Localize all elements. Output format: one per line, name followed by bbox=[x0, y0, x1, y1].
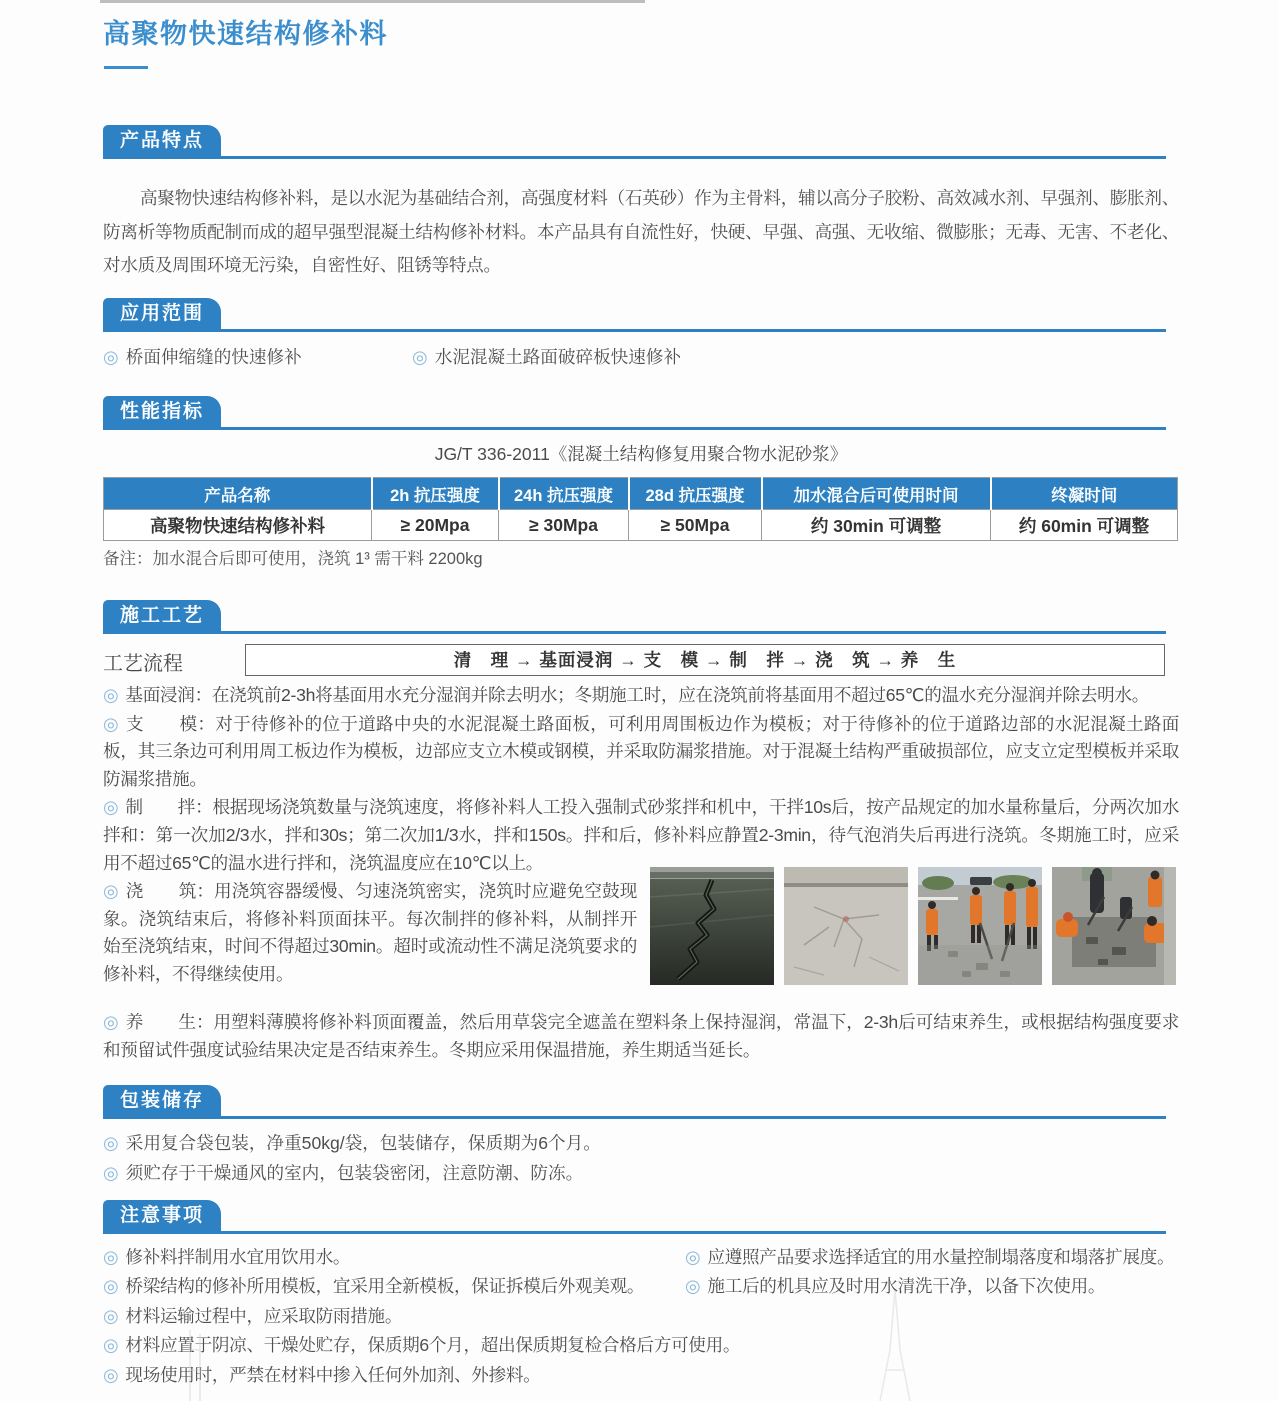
section-heading-packaging: 包装储存 bbox=[120, 1090, 205, 1111]
application-item-label: 桥面伸缩缝的快速修补 bbox=[125, 347, 302, 367]
packaging-item-text: 采用复合袋包装，净重50kg/袋，包装储存，保质期为6个月。 bbox=[125, 1133, 601, 1153]
column-header: 产品名称 bbox=[104, 478, 372, 510]
process-step bbox=[103, 711, 1179, 794]
title-underline bbox=[104, 66, 148, 69]
watermark-sketch bbox=[860, 1290, 930, 1401]
packaging-items bbox=[103, 1128, 601, 1188]
section-header-features bbox=[103, 125, 1166, 159]
table-cell: 高聚物快速结构修补料 bbox=[104, 510, 372, 541]
ring-bullet-icon: ◎ bbox=[103, 797, 119, 818]
ring-bullet-icon: ◎ bbox=[685, 1247, 701, 1267]
ring-bullet-icon: ◎ bbox=[103, 1305, 119, 1326]
table-row bbox=[104, 510, 1178, 541]
section-header-process bbox=[103, 600, 1166, 634]
section-heading-process: 施工工艺 bbox=[120, 605, 205, 626]
section-header-application bbox=[103, 298, 1166, 332]
ring-bullet-icon: ◎ bbox=[103, 1276, 119, 1297]
section-heading-performance: 性能指标 bbox=[120, 401, 205, 422]
column-header: 终凝时间 bbox=[991, 478, 1178, 510]
note-item-text: 桥梁结构的修补所用模板，宜采用全新模板，保证拆模后外观美观。 bbox=[125, 1276, 645, 1297]
ring-bullet-icon: ◎ bbox=[103, 713, 119, 734]
application-item-label: 水泥混凝土路面破碎板快速修补 bbox=[434, 347, 682, 367]
process-flow-text: 清 理 → 基面浸润 → 支 模 → 制 拌 → 浇 筑 → 养 生 bbox=[453, 650, 957, 670]
section-tab-packaging bbox=[103, 1085, 221, 1116]
section-tab-performance bbox=[103, 396, 221, 427]
watermark-sketch bbox=[170, 1330, 230, 1401]
note-item-text: 现场使用时，严禁在材料中掺入任何外加剂、外掺料。 bbox=[125, 1364, 541, 1385]
note-item-text: 材料应置于阴凉、干燥处贮存，保质期6个月，超出保质期复检合格后方可使用。 bbox=[125, 1335, 741, 1356]
section-header-performance bbox=[103, 396, 1166, 430]
workers-breaking-pavement-photo bbox=[918, 867, 1042, 985]
page-title: 高聚物快速结构修补料 bbox=[103, 19, 388, 49]
section-tab-features bbox=[103, 125, 221, 156]
process-flow-label: 工艺流程 bbox=[103, 653, 183, 675]
ring-bullet-icon: ◎ bbox=[103, 1163, 119, 1183]
ring-bullet-icon: ◎ bbox=[103, 347, 119, 367]
column-header: 加水混合后可使用时间 bbox=[762, 478, 991, 510]
note-item-text: 应遵照产品要求选择适宜的用水量控制塌落度和塌落扩展度。 bbox=[707, 1247, 1175, 1267]
dark-cracked-pavement-photo bbox=[650, 867, 774, 985]
performance-table bbox=[103, 477, 1178, 541]
notes-right-column bbox=[685, 1243, 1180, 1302]
section-tab-notes bbox=[103, 1200, 221, 1231]
section-tab-application bbox=[103, 298, 221, 329]
section-heading-application: 应用范围 bbox=[120, 303, 205, 324]
process-step bbox=[103, 682, 1179, 710]
cracked-concrete-slab-photo bbox=[784, 867, 908, 985]
process-step-text: 支 模：对于待修补的位于道路中央的水泥混凝土路面板，可利用周围板边作为模板；对于待修补的位于道路边部的水泥混凝土路面板，其三条边可利用周工板边作为模板，边部应支立木模或钢模，并采取防漏浆措施。对于混凝土结构严重破损部位，应支立定型模板并采取防漏浆措施。 bbox=[103, 713, 1180, 789]
application-item bbox=[103, 344, 302, 369]
column-header: 2h 抗压强度 bbox=[372, 478, 499, 510]
ring-bullet-icon: ◎ bbox=[103, 1133, 119, 1153]
note-item-text: 材料运输过程中，应采取防雨措施。 bbox=[125, 1305, 403, 1326]
process-step bbox=[103, 878, 637, 1008]
process-step-text: 养 生：用塑料薄膜将修补料顶面覆盖，然后用草袋完全遮盖在塑料条上保持湿润，常温下，2-3h后可结束养生，或根据结构强度要求和预留试件强度试验结果决定是否结束养生。冬期应采用保温措施，养生期适当延长。 bbox=[103, 1012, 1179, 1060]
workers-repairing-slab-photo bbox=[1052, 867, 1176, 985]
process-step-text: 制 拌：根据现场浇筑数量与浇筑速度，将修补料人工投入强制式砂浆拌和机中，干拌10s后，按产品规定的加水量称量后，分两次加水拌和：第一次加2/3水，拌和30s；第二次加1/3水，拌和150s。拌和后，修补料应静置2-3min，待气泡消失后再进行浇筑。冬期施工时，应采用不超过65℃的温水进行拌和，浇筑温度应在10℃以上。 bbox=[103, 797, 1180, 873]
ring-bullet-icon: ◎ bbox=[103, 1012, 119, 1033]
note-item-text: 修补料拌制用水宜用饮用水。 bbox=[125, 1247, 351, 1267]
process-step bbox=[103, 1009, 1179, 1064]
table-cell: ≥ 50Mpa bbox=[629, 510, 762, 541]
table-cell: 约 60min 可调整 bbox=[991, 510, 1178, 541]
note-item bbox=[103, 1361, 1123, 1390]
section-tab-process bbox=[103, 600, 221, 631]
application-item bbox=[412, 344, 681, 369]
ring-bullet-icon: ◎ bbox=[412, 347, 428, 367]
packaging-item bbox=[103, 1128, 601, 1158]
note-item-text: 施工后的机具应及时用水清洗干净，以备下次使用。 bbox=[707, 1276, 1106, 1297]
packaging-item bbox=[103, 1158, 601, 1188]
note-item bbox=[103, 1331, 1123, 1360]
note-item bbox=[685, 1272, 1180, 1301]
section-heading-features: 产品特点 bbox=[120, 130, 205, 151]
table-cell: ≥ 20Mpa bbox=[372, 510, 499, 541]
top-edge-artifact bbox=[100, 0, 645, 3]
process-step bbox=[103, 794, 1179, 877]
construction-photo-strip bbox=[650, 867, 1176, 985]
column-header: 28d 抗压强度 bbox=[629, 478, 762, 510]
ring-bullet-icon: ◎ bbox=[103, 1364, 119, 1385]
column-header: 24h 抗压强度 bbox=[499, 478, 629, 510]
table-cell: ≥ 30Mpa bbox=[499, 510, 629, 541]
features-paragraph: 高聚物快速结构修补料，是以水泥为基础结合剂，高强度材料（石英砂）作为主骨料，辅以高分子胶粉、高效减水剂、早强剂、膨胀剂、防离析等物质配制而成的超早强型混凝土结构修补材料。本产品具有自流性好，快硬、早强、高强、无收缩、微膨胀；无毒、无害、不老化、对水质及周围环境无污染，自密性好、阻锈等特点。 bbox=[103, 188, 1179, 275]
process-step-text: 基面浸润：在浇筑前2-3h将基面用水充分湿润并除去明水；冬期施工时，应在浇筑前将基面用不超过65℃的温水充分湿润并除去明水。 bbox=[125, 685, 1150, 705]
packaging-item-text: 须贮存于干燥通风的室内，包装袋密闭，注意防潮、防冻。 bbox=[125, 1163, 584, 1183]
note-item bbox=[685, 1243, 1180, 1272]
table-header-row bbox=[104, 478, 1178, 510]
note-item bbox=[103, 1302, 1123, 1331]
process-flow-box bbox=[245, 644, 1165, 676]
ring-bullet-icon: ◎ bbox=[685, 1276, 701, 1297]
section-heading-notes: 注意事项 bbox=[120, 1205, 205, 1226]
standard-reference: JG/T 336-2011《混凝土结构修复用聚合物水泥砂浆》 bbox=[434, 444, 848, 464]
process-step-text: 浇 筑：用浇筑容器缓慢、匀速浇筑密实，浇筑时应避免空鼓现象。浇筑结束后，将修补料顶面抹平。每次制拌的修补料，从制拌开始至浇筑结束，时间不得超过30min。超时或流动性不满足浇筑要求的修补料，不得继续使用。 bbox=[103, 881, 638, 984]
section-header-packaging bbox=[103, 1085, 1166, 1119]
ring-bullet-icon: ◎ bbox=[103, 1335, 119, 1356]
table-remark: 备注：加水混合后即可使用，浇筑 1³ 需干料 2200kg bbox=[103, 550, 483, 568]
ring-bullet-icon: ◎ bbox=[103, 685, 119, 705]
section-header-notes bbox=[103, 1200, 1166, 1234]
ring-bullet-icon: ◎ bbox=[103, 881, 119, 902]
ring-bullet-icon: ◎ bbox=[103, 1247, 119, 1267]
table-cell: 约 30min 可调整 bbox=[762, 510, 991, 541]
